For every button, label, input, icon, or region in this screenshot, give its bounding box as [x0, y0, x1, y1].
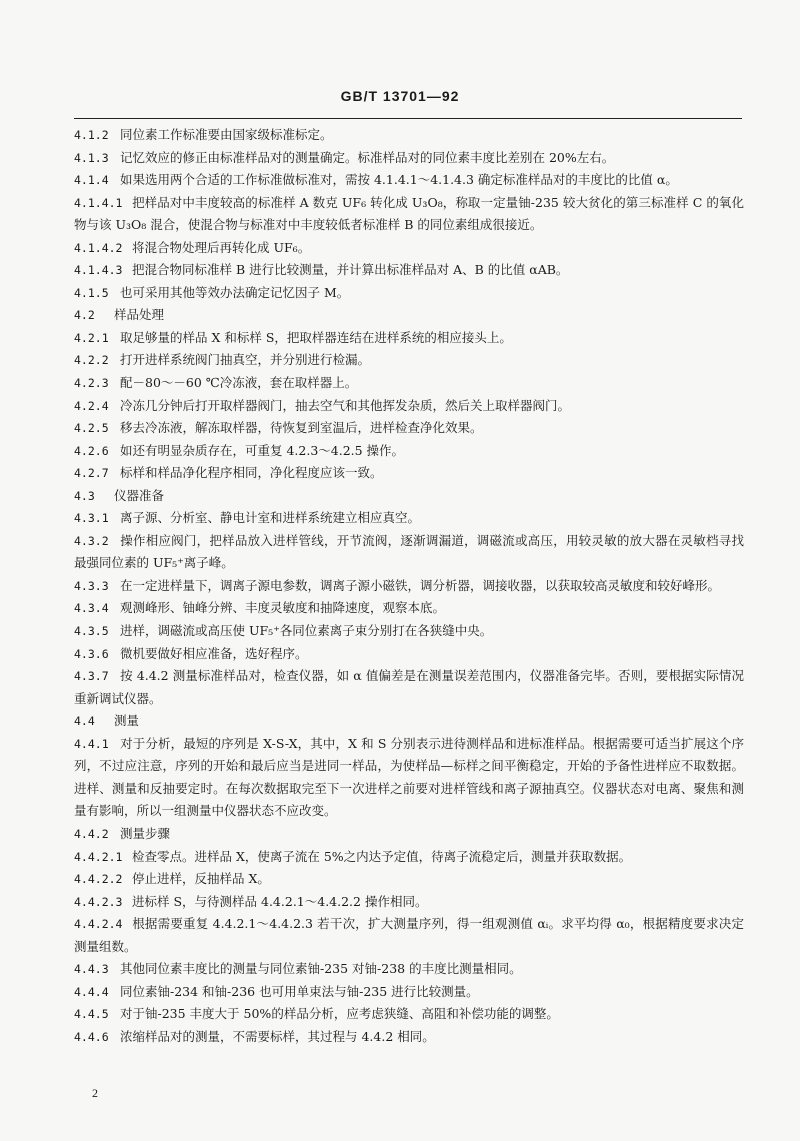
section-number: 4.1.2 [74, 128, 109, 142]
section-number: 4.2.2 [74, 353, 109, 368]
section-text: 测量 [114, 713, 140, 729]
section-text: 如还有明显杂质存在，可重复 4.2.3～4.2.5 操作。 [120, 442, 405, 458]
section-paragraph [74, 665, 744, 710]
section-text: 其他同位素丰度比的测量与同位素铀-235 对铀-238 的丰度比测量相同。 [120, 961, 522, 977]
section-paragraph [74, 1003, 744, 1026]
section-text: 把混合物同标准样 B 进行比较测量，并计算出标准样品对 A、B 的比值 αAB。 [132, 262, 569, 278]
section-text: 标样和样品净化程序相同，净化程度应该一致。 [120, 465, 383, 481]
section-text: 将混合物处理后再转化成 UF₆。 [132, 239, 311, 255]
section-number: 4.4 [74, 714, 95, 729]
section-text: 取足够量的样品 X 和标样 S，把取样器连结在进样系统的相应接头上。 [120, 329, 512, 345]
section-text: 移去冷冻液，解冻取样器，待恢复到室温后，进样检查净化效果。 [120, 420, 483, 436]
section-text: 仪器准备 [114, 487, 165, 503]
section-text: 操作相应阀门，把样品放入进样管线，开节流阀，逐渐调漏道，调磁流或高压，用较灵敏的放大器在灵敏档寻找最强同位素的 UF₅⁺离子峰。 [74, 532, 744, 571]
section-number: 4.4.2.3 [74, 894, 123, 909]
section-text: 也可采用其他等效办法确定记忆因子 M。 [120, 284, 350, 300]
section-paragraph [74, 485, 744, 508]
section-text: 测量步骤 [120, 825, 171, 841]
section-paragraph [74, 733, 744, 823]
section-paragraph [74, 304, 744, 327]
section-number: 4.1.4 [74, 173, 109, 188]
section-number: 4.3.4 [74, 601, 109, 616]
section-paragraph [74, 192, 744, 237]
section-number: 4.4.2.4 [74, 917, 123, 932]
section-text: 对于分析，最短的序列是 X-S-X，其中，X 和 S 分别表示进待测样品和进标准样品。根据需要可适当扩展这个序列，不过应注意，序列的开始和最后应当是进同一样品，为使样品—标样之间平衡稳定，开始的予备性进样应不取数据。进样、测量和反抽要定时。在每次数据取完至下一次进样之前要对进样管线和离子源抽真空。仪器状态对电离、聚焦和测量有影响，所以一组测量中仪器状态不应改变。 [74, 735, 744, 819]
section-number: 4.4.5 [74, 1007, 109, 1022]
section-paragraph [74, 147, 744, 170]
document-body [74, 124, 744, 1048]
section-paragraph [74, 823, 744, 846]
section-number: 4.2.1 [74, 330, 109, 345]
section-text: 进样，调磁流或高压使 UF₅⁺各同位素离子束分别打在各狭缝中央。 [120, 623, 493, 639]
section-paragraph [74, 372, 744, 395]
section-number: 4.4.2.1 [74, 849, 123, 864]
section-paragraph [74, 620, 744, 643]
section-number: 4.2.3 [74, 376, 109, 391]
section-text: 进标样 S，与待测样品 4.4.2.1～4.4.2.2 操作相同。 [132, 893, 428, 909]
section-text: 同位素工作标准要由国家级标准标定。 [120, 127, 333, 142]
section-number: 4.3 [74, 488, 95, 503]
section-number: 4.2.6 [74, 443, 109, 458]
section-text: 在一定进样量下，调离子源电参数，调离子源小磁铁，调分析器，调接收器，以获取较高灵敏度和较好峰形。 [120, 577, 721, 593]
section-number: 4.4.2.2 [74, 872, 123, 887]
section-text: 停止进样，反抽样品 X。 [132, 871, 270, 887]
section-text: 配－80～－60 ℃冷冻液，套在取样器上。 [120, 375, 358, 391]
section-paragraph [74, 868, 744, 891]
section-paragraph [74, 575, 744, 598]
section-number: 4.4.6 [74, 1029, 109, 1044]
section-text: 对于铀-235 丰度大于 50%的样品分析，应考虑狭缝、高阻和补偿功能的调整。 [120, 1006, 559, 1022]
section-text: 根据需要重复 4.4.2.1～4.4.2.3 若干次，扩大测量序列，得一组观测值 αᵢ。求平均得 α₀，根据精度要求决定测量组数。 [74, 916, 744, 954]
section-number: 4.4.1 [74, 736, 109, 751]
header-rule [74, 118, 742, 119]
section-paragraph [74, 349, 744, 372]
section-paragraph [74, 462, 744, 485]
section-number: 4.4.4 [74, 984, 109, 999]
section-paragraph [74, 259, 744, 282]
section-paragraph [74, 395, 744, 418]
section-number: 4.2.5 [74, 421, 109, 436]
section-text: 浓缩样品对的测量，不需要标样，其过程与 4.4.2 相同。 [120, 1028, 435, 1044]
section-paragraph [74, 1026, 744, 1049]
section-number: 4.1.4.1 [74, 195, 123, 210]
section-number: 4.1.5 [74, 285, 109, 300]
section-paragraph [74, 913, 744, 958]
section-number: 4.3.3 [74, 578, 109, 593]
section-paragraph [74, 643, 744, 666]
section-text: 微机要做好相应准备，选好程序。 [120, 645, 308, 661]
section-paragraph [74, 981, 744, 1004]
section-number: 4.3.1 [74, 511, 109, 526]
section-paragraph [74, 891, 744, 914]
section-paragraph [74, 710, 744, 733]
section-text: 按 4.4.2 测量标准样品对，检查仪器，如 α 值偏差是在测量误差范围内，仪器准备完毕。否则，要根据实际情况重新调试仪器。 [74, 668, 744, 706]
section-text: 检查零点。进样品 X，使离子流在 5%之内达予定值，待离子流稳定后，测量并获取数据。 [132, 848, 632, 864]
section-text: 记忆效应的修正由标准样品对的测量确定。标准样品对的同位素丰度比差别在 20%左右。 [120, 149, 615, 165]
section-paragraph [74, 958, 744, 981]
section-number: 4.2 [74, 308, 95, 323]
section-text: 观测峰形、铀峰分辨、丰度灵敏度和抽降速度，观察本底。 [120, 600, 446, 616]
section-number: 4.4.2 [74, 826, 109, 841]
section-paragraph [74, 124, 744, 147]
section-text: 同位素铀-234 和铀-236 也可用单束法与铀-235 进行比较测量。 [120, 983, 479, 999]
section-paragraph [74, 169, 744, 192]
section-paragraph [74, 440, 744, 463]
section-text: 如果选用两个合适的工作标准做标准对，需按 4.1.4.1～4.1.4.3 确定标准样品对的丰度比的比值 α。 [120, 172, 678, 188]
section-number: 4.2.4 [74, 398, 109, 413]
section-paragraph [74, 530, 744, 575]
section-paragraph [74, 237, 744, 260]
section-text: 冷冻几分钟后打开取样器阀门，抽去空气和其他挥发杂质，然后关上取样器阀门。 [120, 397, 571, 413]
section-number: 4.3.2 [74, 533, 109, 548]
section-number: 4.2.7 [74, 466, 109, 481]
section-number: 4.1.4.3 [74, 263, 123, 278]
section-paragraph [74, 282, 744, 305]
section-text: 把样品对中丰度较高的标准样 A 数克 UF₆ 转化成 U₃O₈，称取一定量铀-235 较大贫化的第三标准样 C 的氧化物与该 U₃O₈ 混合，使混合物与标准对中丰度较低者标准样 B 的同位素组成很接近。 [74, 194, 744, 233]
section-paragraph [74, 507, 744, 530]
page-header-standard-number: GB/T 13701—92 [340, 88, 460, 104]
section-paragraph [74, 597, 744, 620]
section-number: 4.3.5 [74, 624, 109, 639]
section-number: 4.3.7 [74, 669, 109, 684]
section-text: 样品处理 [114, 307, 165, 323]
section-paragraph [74, 417, 744, 440]
section-paragraph [74, 846, 744, 869]
section-number: 4.1.3 [74, 150, 109, 165]
section-text: 打开进样系统阀门抽真空，并分别进行检漏。 [120, 352, 371, 368]
page-number: 2 [92, 1086, 98, 1100]
section-number: 4.1.4.2 [74, 240, 123, 255]
section-text: 离子源、分析室、静电计室和进样系统建立相应真空。 [120, 510, 421, 526]
section-paragraph [74, 327, 744, 350]
section-number: 4.3.6 [74, 646, 109, 661]
section-number: 4.4.3 [74, 962, 109, 977]
